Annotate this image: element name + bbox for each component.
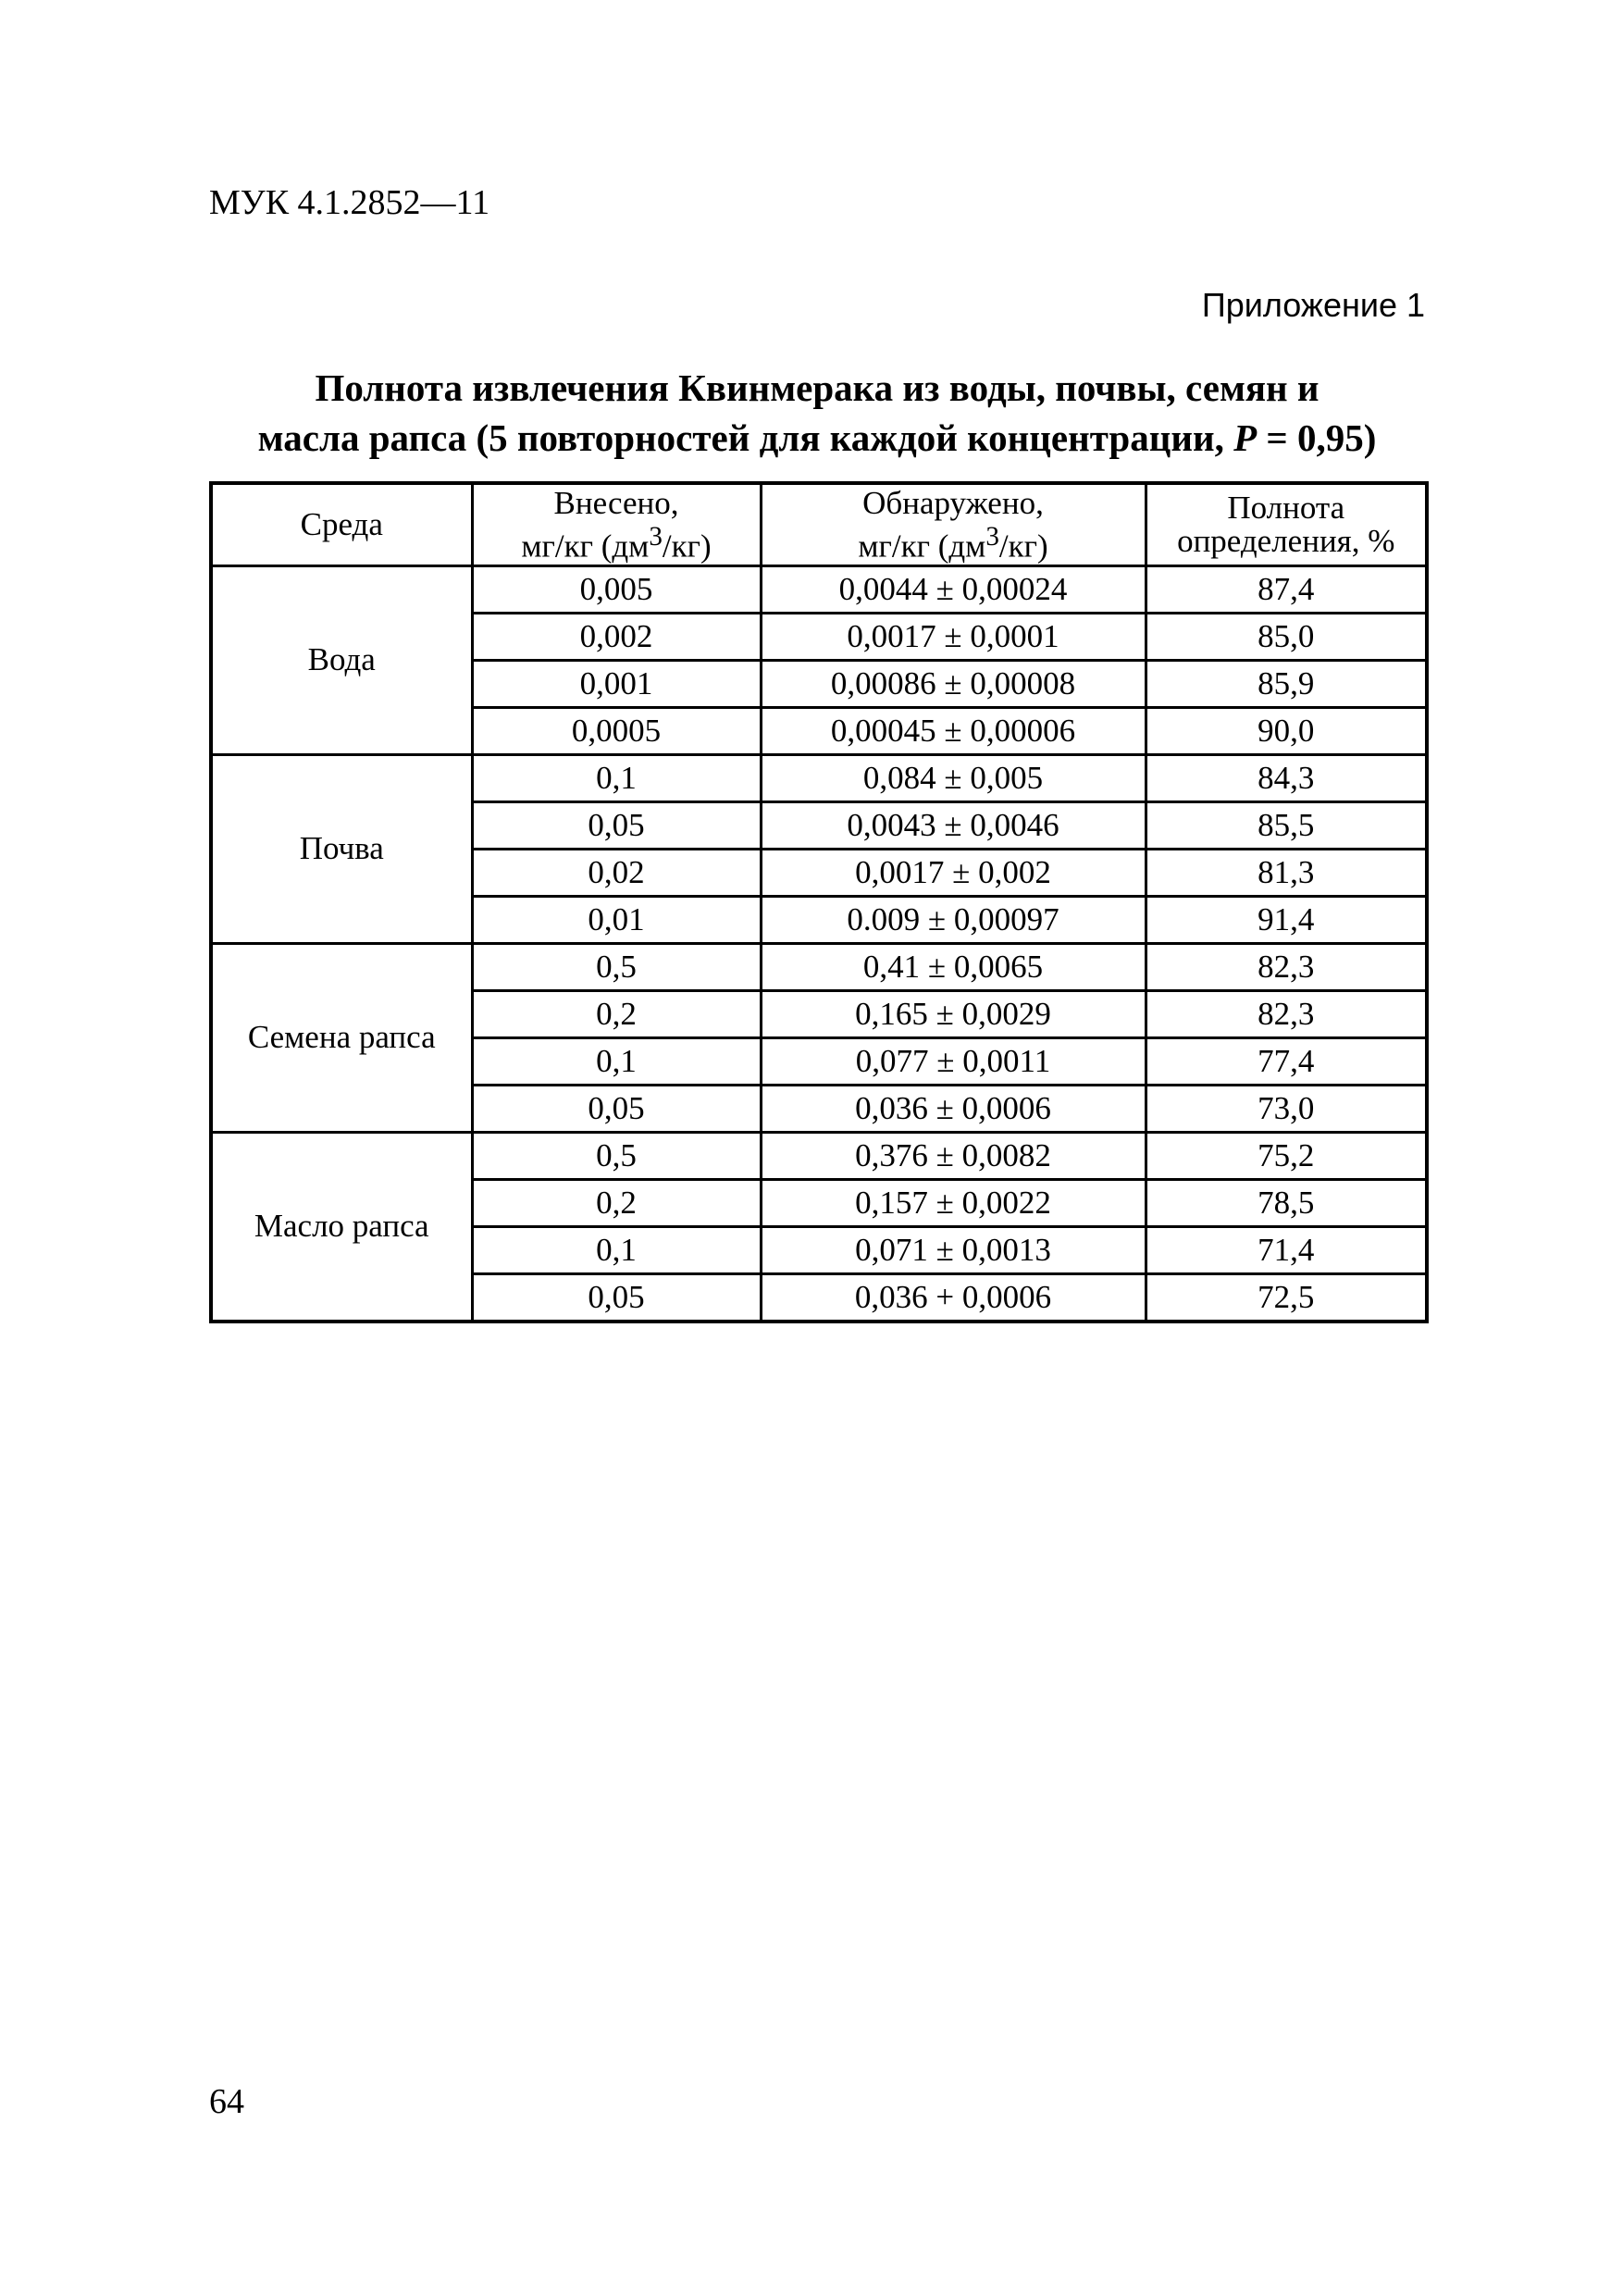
added-cell: 0,1 xyxy=(472,755,761,802)
added-cell: 0,01 xyxy=(472,897,761,944)
medium-cell: Вода xyxy=(211,566,472,755)
header-added-line-2 xyxy=(474,520,760,564)
title-probability-symbol: P xyxy=(1233,416,1258,459)
recovery-cell: 75,2 xyxy=(1146,1133,1427,1180)
added-cell: 0,5 xyxy=(472,1133,761,1180)
title-line-2 xyxy=(209,413,1425,463)
title-line-1: Полнота извлечения Квинмерака из воды, почвы, семян и xyxy=(315,366,1319,409)
found-cell: 0,084 ± 0,005 xyxy=(761,755,1146,802)
added-cell: 0,02 xyxy=(472,850,761,897)
found-cell: 0,157 ± 0,0022 xyxy=(761,1180,1146,1227)
recovery-cell: 82,3 xyxy=(1146,991,1427,1038)
header-added-unit-b: /кг) xyxy=(662,527,712,565)
header-added xyxy=(472,483,761,566)
title-line-2-part-2: = 0,95) xyxy=(1257,416,1377,459)
added-cell: 0,5 xyxy=(472,944,761,991)
found-cell: 0,376 ± 0,0082 xyxy=(761,1133,1146,1180)
found-cell: 0.009 ± 0,00097 xyxy=(761,897,1146,944)
recovery-table xyxy=(209,481,1429,1323)
table-row xyxy=(211,1133,1427,1180)
recovery-cell: 91,4 xyxy=(1146,897,1427,944)
found-cell: 0,41 ± 0,0065 xyxy=(761,944,1146,991)
table-row xyxy=(211,566,1427,614)
header-medium xyxy=(211,483,472,566)
recovery-cell: 73,0 xyxy=(1146,1086,1427,1133)
added-cell: 0,1 xyxy=(472,1227,761,1274)
found-cell: 0,0043 ± 0,0046 xyxy=(761,802,1146,850)
header-recovery-line-1: Полнота xyxy=(1227,490,1345,526)
found-cell: 0,077 ± 0,0011 xyxy=(761,1038,1146,1086)
recovery-cell: 87,4 xyxy=(1146,566,1427,614)
recovery-cell: 85,9 xyxy=(1146,661,1427,708)
found-cell: 0,036 + 0,0006 xyxy=(761,1274,1146,1322)
header-added-unit-a: мг/кг (дм xyxy=(521,527,650,565)
recovery-cell: 84,3 xyxy=(1146,755,1427,802)
found-cell: 0,0017 ± 0,0001 xyxy=(761,614,1146,661)
added-cell: 0,05 xyxy=(472,1274,761,1322)
found-cell: 0,036 ± 0,0006 xyxy=(761,1086,1146,1133)
added-cell: 0,2 xyxy=(472,991,761,1038)
recovery-cell: 72,5 xyxy=(1146,1274,1427,1322)
added-cell: 0,002 xyxy=(472,614,761,661)
found-cell: 0,0017 ± 0,002 xyxy=(761,850,1146,897)
added-cell: 0,05 xyxy=(472,802,761,850)
added-cell: 0,005 xyxy=(472,566,761,614)
header-recovery-line-2: определения, % xyxy=(1177,523,1395,559)
medium-cell: Семена рапса xyxy=(211,944,472,1133)
document-code: МУК 4.1.2852—11 xyxy=(209,183,490,222)
recovery-cell: 82,3 xyxy=(1146,944,1427,991)
medium-cell: Почва xyxy=(211,755,472,944)
table-header-row xyxy=(211,483,1427,566)
header-found-unit-b: /кг) xyxy=(998,527,1048,565)
found-cell: 0,00086 ± 0,00008 xyxy=(761,661,1146,708)
header-added-unit-sup: 3 xyxy=(649,521,663,552)
recovery-cell: 77,4 xyxy=(1146,1038,1427,1086)
recovery-cell: 90,0 xyxy=(1146,708,1427,755)
header-added-line-1: Внесено, xyxy=(553,484,679,521)
found-cell: 0,165 ± 0,0029 xyxy=(761,991,1146,1038)
recovery-cell: 78,5 xyxy=(1146,1180,1427,1227)
added-cell: 0,2 xyxy=(472,1180,761,1227)
title-line-2-part-1: масла рапса (5 повторностей для каждой концентрации, xyxy=(257,416,1234,459)
recovery-cell: 81,3 xyxy=(1146,850,1427,897)
header-found-unit-sup: 3 xyxy=(985,521,999,552)
appendix-label: Приложение 1 xyxy=(1201,286,1425,324)
medium-cell: Масло рапса xyxy=(211,1133,472,1322)
found-cell: 0,071 ± 0,0013 xyxy=(761,1227,1146,1274)
recovery-cell: 85,5 xyxy=(1146,802,1427,850)
table-title xyxy=(209,363,1425,463)
table-row xyxy=(211,755,1427,802)
header-found xyxy=(761,483,1146,566)
found-cell: 0,00045 ± 0,00006 xyxy=(761,708,1146,755)
header-found-line-2 xyxy=(762,520,1145,564)
found-cell: 0,0044 ± 0,00024 xyxy=(761,566,1146,614)
page-number: 64 xyxy=(209,2082,244,2121)
added-cell: 0,05 xyxy=(472,1086,761,1133)
recovery-cell: 85,0 xyxy=(1146,614,1427,661)
header-medium-label: Среда xyxy=(300,506,383,542)
added-cell: 0,1 xyxy=(472,1038,761,1086)
header-found-unit-a: мг/кг (дм xyxy=(858,527,986,565)
added-cell: 0,001 xyxy=(472,661,761,708)
recovery-cell: 71,4 xyxy=(1146,1227,1427,1274)
header-recovery xyxy=(1146,483,1427,566)
header-found-line-1: Обнаружено, xyxy=(862,484,1044,521)
added-cell: 0,0005 xyxy=(472,708,761,755)
table-row xyxy=(211,944,1427,991)
